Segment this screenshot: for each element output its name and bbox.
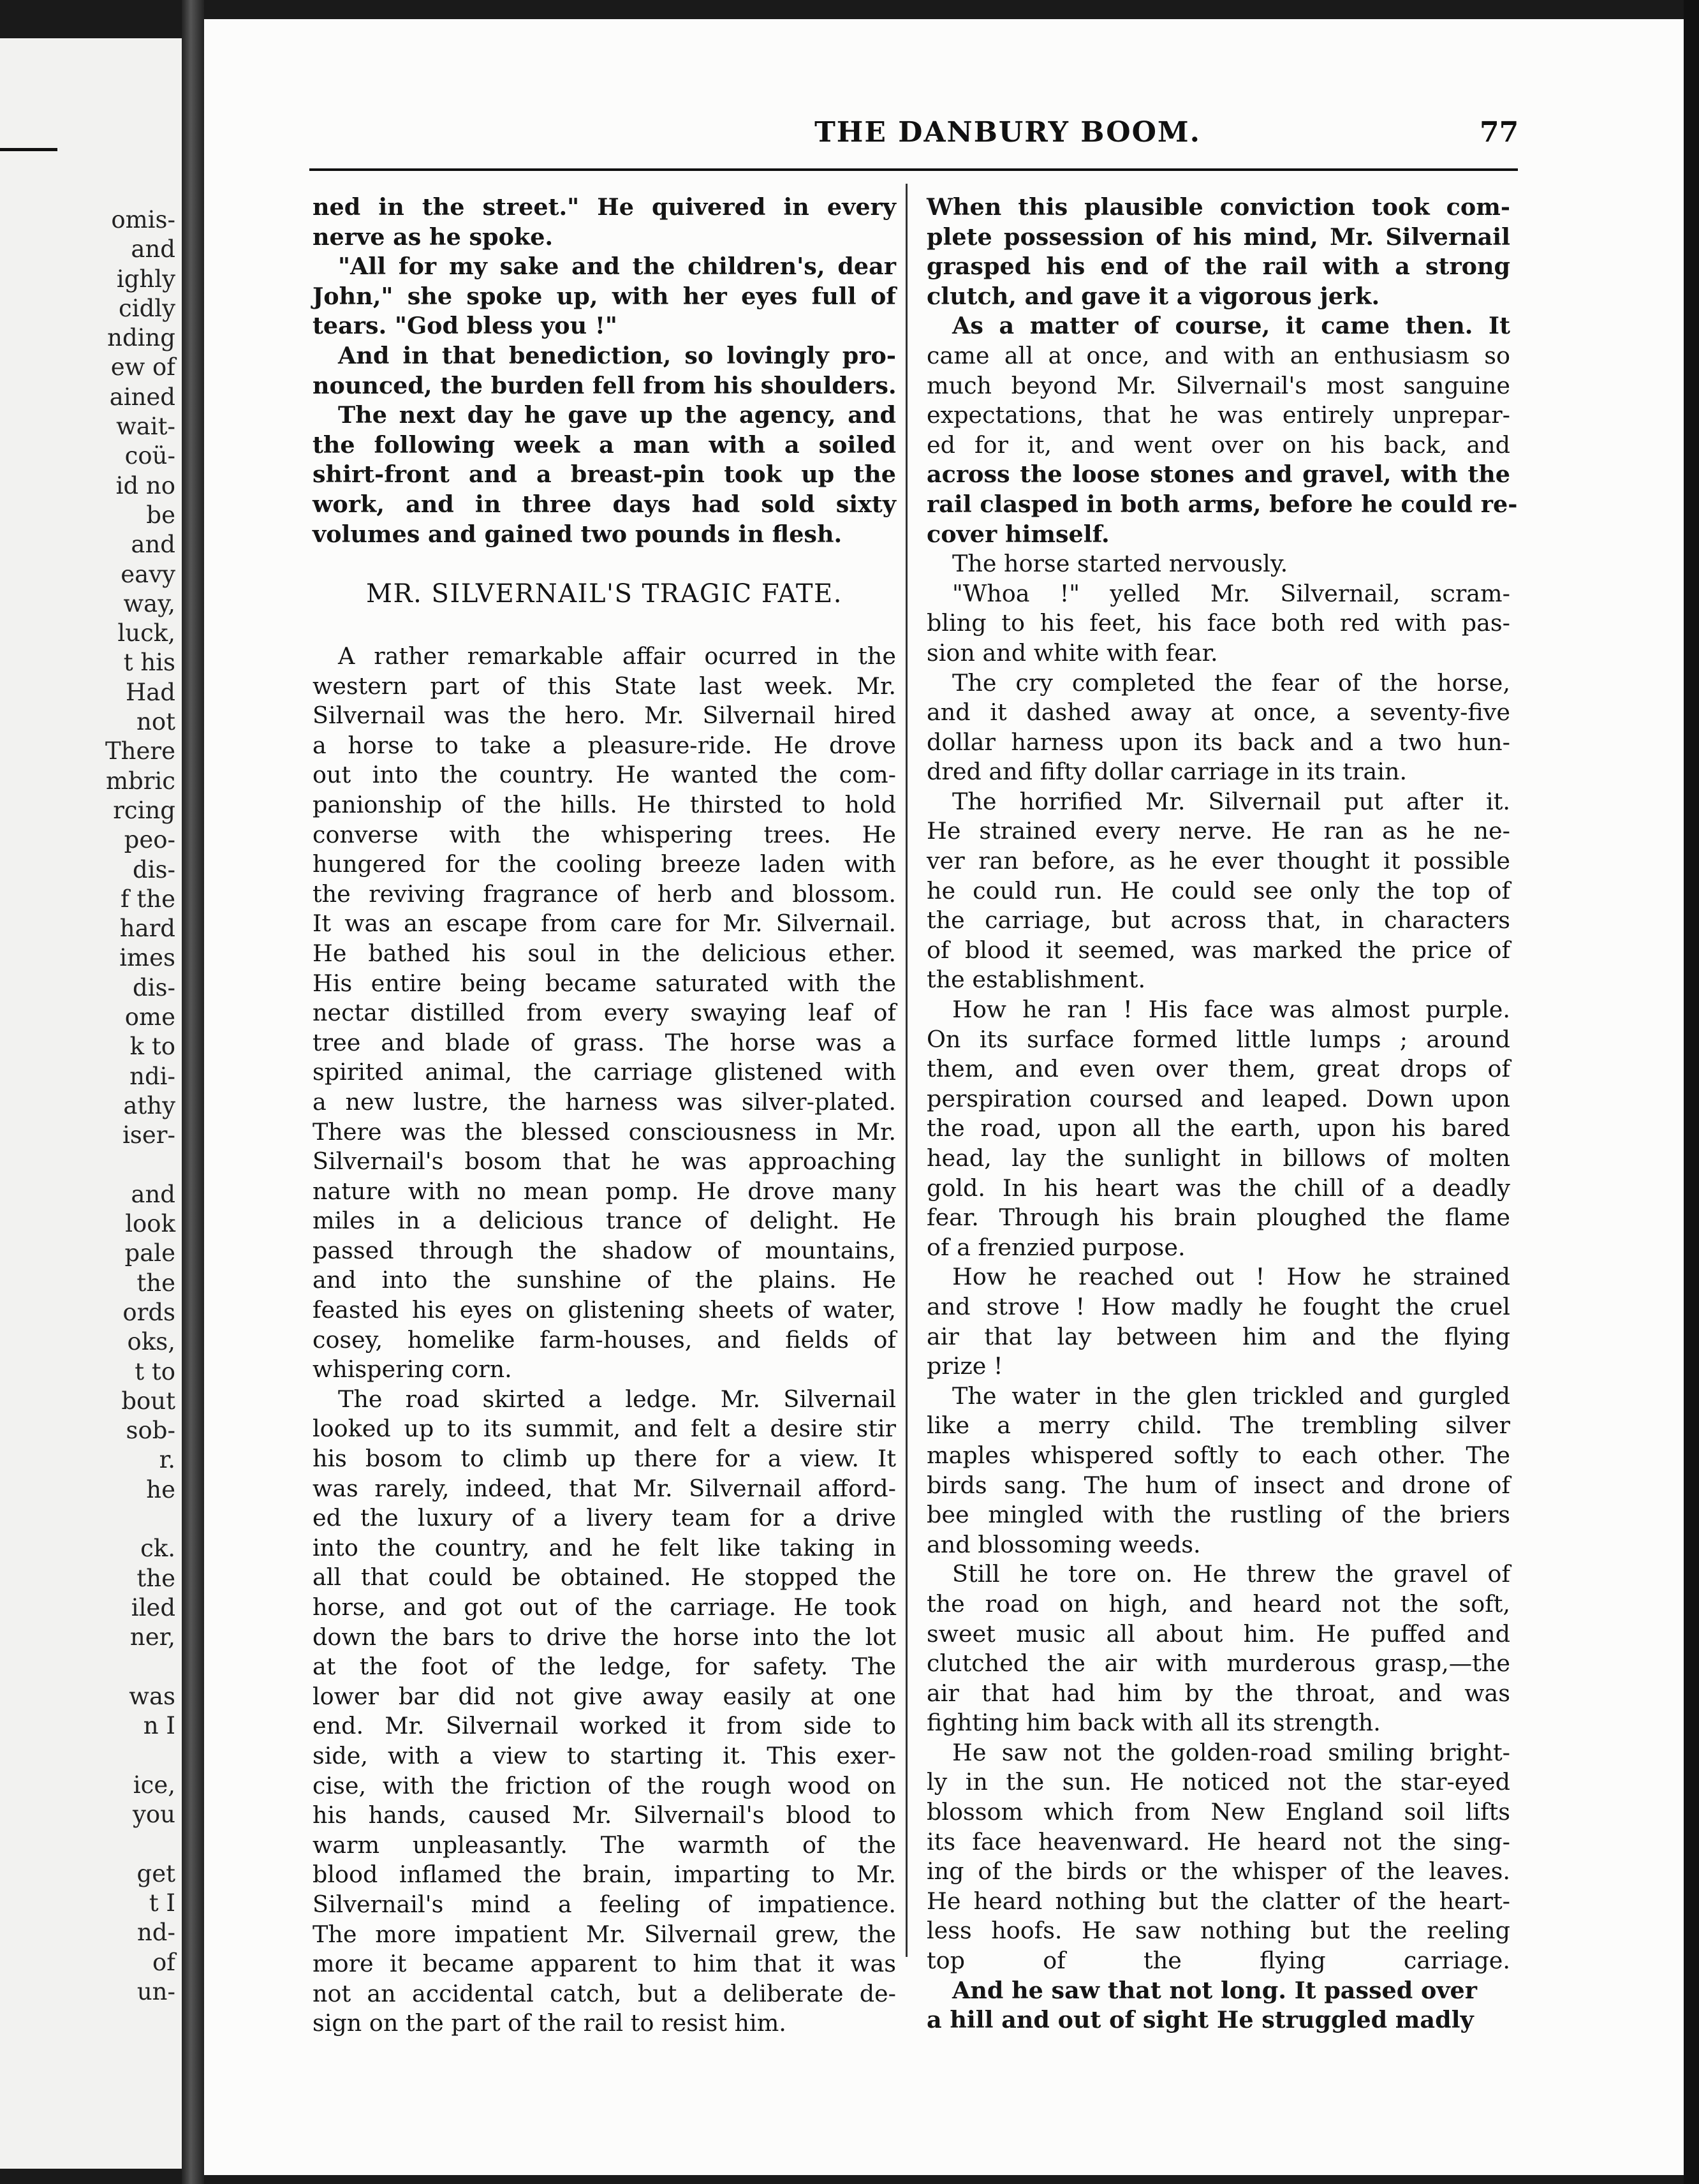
text-line: nature with no mean pomp. He drove many <box>313 1177 896 1205</box>
previous-page-fragment: the <box>136 1564 175 1592</box>
text-line: feasted his eyes on glistening sheets of water, <box>313 1296 896 1324</box>
previous-page-fragment <box>105 1505 175 1534</box>
previous-page-fragment <box>105 1829 175 1859</box>
text-line: How he reached out ! How he strained <box>952 1263 1510 1291</box>
previous-page-fragment: ice, <box>133 1771 175 1799</box>
text-line: He bathed his soul in the delicious ether. <box>313 939 896 967</box>
text-line: The cry completed the fear of the horse, <box>952 668 1510 697</box>
previous-page-fragment: hard <box>119 915 175 943</box>
text-line: clutch, and gave it a vigorous jerk. <box>927 282 1380 310</box>
text-line: The next day he gave up the agency, and <box>338 401 896 429</box>
text-line: spirited animal, the carriage glistened with <box>313 1058 896 1086</box>
text-line: "All for my sake and the children's, dear <box>338 253 896 281</box>
text-line: dollar harness upon its back and a two hun- <box>927 728 1510 756</box>
previous-page-fragment: k to <box>129 1033 175 1061</box>
text-line: Silvernail was the hero. Mr. Silvernail hired <box>313 702 896 730</box>
text-line: How he ran ! His face was almost purple. <box>952 996 1510 1024</box>
page-number: 77 <box>1480 116 1519 149</box>
previous-page-fragment: and <box>131 1180 175 1208</box>
previous-page-fragment: There <box>105 737 175 765</box>
text-line: The horse started nervously. <box>952 550 1288 578</box>
text-line: its face heavenward. He heard not the sing- <box>927 1827 1510 1856</box>
previous-page-fragment: he <box>146 1475 175 1503</box>
text-line: cover himself. <box>927 520 1110 548</box>
text-line: tree and blade of grass. The horse was a <box>313 1028 896 1056</box>
text-line: It was an escape from care for Mr. Silvernail. <box>313 910 896 938</box>
header-rule <box>309 168 1518 171</box>
previous-page-fragment: and <box>131 235 175 263</box>
previous-page-fragment: n I <box>143 1712 175 1740</box>
text-line: nerve as he spoke. <box>313 223 554 251</box>
previous-page-fragment: rcing <box>113 796 175 824</box>
previous-page-fragment: look <box>125 1210 175 1238</box>
text-line: much beyond Mr. Silvernail's most sanguine <box>927 371 1510 399</box>
previous-page-fragment: cidly <box>119 294 175 322</box>
text-line: blood inflamed the brain, imparting to Mr. <box>313 1861 896 1889</box>
text-line: sion and white with fear. <box>927 638 1218 667</box>
text-line: air that had him by the throat, and was <box>927 1679 1510 1707</box>
text-line: and into the sunshine of the plains. He <box>313 1266 896 1294</box>
previous-page-fragment: ords <box>122 1298 175 1326</box>
text-line: blossom which from New England soil lifts <box>927 1798 1510 1826</box>
previous-page-fragment: dis- <box>132 855 175 883</box>
article-heading: MR. SILVERNAIL'S TRAGIC FATE. <box>366 579 842 609</box>
text-line: and blossoming weeds. <box>927 1530 1201 1558</box>
text-line: tears. "God bless you !" <box>313 312 617 340</box>
text-line: warm unpleasantly. The warmth of the <box>313 1831 896 1859</box>
previous-page-fragment: t to <box>135 1357 175 1385</box>
text-line: work, and in three days had sold sixty <box>313 490 896 518</box>
previous-page-fragment: f the <box>120 885 175 913</box>
text-line: Silvernail's mind a feeling of impatience. <box>313 1890 896 1918</box>
text-line: plete possession of his mind, Mr. Silvernail <box>927 223 1510 251</box>
left-column-top <box>313 193 896 549</box>
text-line: On its surface formed little lumps ; around <box>927 1025 1510 1053</box>
text-line: of blood it seemed, was marked the price of <box>927 936 1510 964</box>
previous-page-fragment: peo- <box>124 826 175 854</box>
text-line: and it dashed away at once, a seventy-five <box>927 698 1510 727</box>
previous-page-fragment: ained <box>109 383 175 411</box>
text-line: perspiration coursed and leaped. Down upon <box>927 1084 1510 1112</box>
text-line: of a frenzied purpose. <box>927 1233 1186 1261</box>
text-line: volumes and gained two pounds in flesh. <box>313 520 842 548</box>
text-line: whispering corn. <box>313 1355 512 1383</box>
text-line: the establishment. <box>927 966 1146 994</box>
previous-page-fragment: Had <box>125 678 175 706</box>
previous-page-fragment: dis- <box>132 973 175 1001</box>
previous-page-fragment: ew of <box>110 353 175 381</box>
text-line: The horrified Mr. Silvernail put after it. <box>952 787 1510 815</box>
text-line: a hill and out of sight He struggled madly <box>927 2006 1474 2034</box>
text-line: nounced, the burden fell from his shoulders. <box>313 371 897 399</box>
text-line: birds sang. The hum of insect and drone of <box>927 1471 1510 1499</box>
text-line: across the loose stones and gravel, with the <box>927 461 1510 489</box>
text-line: at the foot of the ledge, for safety. The <box>313 1653 896 1681</box>
text-line: fear. Through his brain ploughed the flame <box>927 1204 1510 1232</box>
previous-page-rule <box>0 148 57 151</box>
previous-page-fragment: omis- <box>111 206 175 233</box>
text-line: converse with the whispering trees. He <box>313 820 896 848</box>
left-column-article <box>313 642 896 2039</box>
text-line: he could run. He could see only the top of <box>927 876 1510 904</box>
text-line: As a matter of course, it came then. It <box>952 312 1510 340</box>
text-line: a new lustre, the harness was silver-plated. <box>313 1088 896 1116</box>
text-line: His entire being became saturated with the <box>313 969 896 997</box>
text-line: John," she spoke up, with her eyes full of <box>313 282 896 310</box>
text-line: Still he tore on. He threw the gravel of <box>952 1560 1510 1588</box>
text-line: them, and even over them, great drops of <box>927 1055 1510 1083</box>
running-header-title: THE DANBURY BOOM. <box>814 116 1201 149</box>
previous-page-fragment: of <box>152 1948 175 1976</box>
text-line: And he saw that not long. It passed over <box>952 1976 1477 2004</box>
text-line: sweet music all about him. He puffed and <box>927 1620 1510 1648</box>
text-line: and strove ! How madly he fought the cruel <box>927 1292 1510 1320</box>
text-line: sign on the part of the rail to resist him. <box>313 2009 786 2037</box>
text-line: expectations, that he was entirely unprepar- <box>927 401 1510 429</box>
text-line: out into the country. He wanted the com- <box>313 761 896 789</box>
right-column <box>927 193 1518 2035</box>
text-line: prize ! <box>927 1352 1003 1380</box>
text-line: dred and fifty dollar carriage in its train. <box>927 758 1408 786</box>
previous-page-fragment: mbric <box>105 767 175 795</box>
previous-page-fragment <box>105 1151 175 1180</box>
text-line: gold. In his heart was the chill of a deadly <box>927 1174 1510 1202</box>
text-line: There was the blessed consciousness in Mr. <box>313 1118 896 1146</box>
previous-page-fragment: ndi- <box>129 1062 175 1090</box>
previous-page-fragment: nding <box>107 324 175 352</box>
text-line: like a merry child. The trembling silver <box>927 1412 1510 1440</box>
text-line: ly in the sun. He noticed not the star-eyed <box>927 1768 1510 1796</box>
previous-page-fragment: bout <box>121 1387 175 1415</box>
text-line: rail clasped in both arms, before he could re- <box>927 490 1518 518</box>
text-line: ver ran before, as he ever thought it possible <box>927 847 1510 875</box>
previous-page-fragment: nd- <box>136 1919 175 1947</box>
book-gutter <box>182 0 204 2184</box>
previous-page-fragment: luck, <box>117 619 175 647</box>
text-line: horse, and got out of the carriage. He took <box>313 1593 896 1621</box>
text-line: shirt-front and a breast-pin took up the <box>313 461 896 489</box>
previous-page-fragment: id no <box>115 471 175 499</box>
previous-page-fragment <box>105 1741 175 1770</box>
text-line: And in that benediction, so lovingly pro- <box>338 341 896 369</box>
text-line: The more impatient Mr. Silvernail grew, the <box>313 1920 896 1948</box>
column-divider <box>906 184 908 1957</box>
text-line: a horse to take a pleasure-ride. He drove <box>313 731 896 759</box>
text-line: his hands, caused Mr. Silvernail's blood to <box>313 1801 896 1829</box>
text-line: not an accidental catch, but a deliberate de- <box>313 1979 896 2007</box>
text-line: western part of this State last week. Mr. <box>313 672 896 700</box>
page-edge-shadow <box>1684 0 1699 2184</box>
text-line: all that could be obtained. He stopped the <box>313 1563 896 1591</box>
text-line: The road skirted a ledge. Mr. Silvernail <box>338 1385 896 1413</box>
previous-page-fragment: ner, <box>129 1623 175 1651</box>
text-line: maples whispered softly to each other. The <box>927 1441 1510 1469</box>
text-line: the carriage, but across that, in characters <box>927 906 1510 934</box>
previous-page-fragment: pale <box>124 1239 175 1267</box>
previous-page-fragment: r. <box>159 1446 175 1474</box>
text-line: looked up to its summit, and felt a desire stir <box>313 1415 896 1443</box>
text-line: miles in a delicious trance of delight. He <box>313 1207 896 1235</box>
previous-page-fragment: you <box>132 1801 175 1829</box>
text-line: was rarely, indeed, that Mr. Silvernail afford- <box>313 1474 896 1502</box>
text-line: "Whoa !" yelled Mr. Silvernail, scram- <box>952 579 1510 607</box>
text-line: the following week a man with a soiled <box>313 431 896 459</box>
previous-page-fragment: iled <box>131 1593 175 1621</box>
text-line: down the bars to drive the horse into the lot <box>313 1623 896 1651</box>
text-line: less hoofs. He saw nothing but the reeling <box>927 1917 1510 1945</box>
text-line: bling to his feet, his face both red with pas- <box>927 609 1510 637</box>
text-line: the reviving fragrance of herb and blossom. <box>313 880 896 908</box>
previous-page-fragment: coü- <box>124 442 175 470</box>
previous-page-fragment: wait- <box>116 413 175 441</box>
previous-page-fragment: ighly <box>116 265 175 293</box>
text-line: bee mingled with the rustling of the briers <box>927 1501 1510 1529</box>
text-line: the road, upon all the earth, upon his bared <box>927 1114 1510 1142</box>
text-line: top of the flying carriage. <box>927 1947 1510 1975</box>
text-line: ned in the street." He quivered in every <box>313 193 896 221</box>
text-line: He saw not the golden-road smiling bright- <box>952 1738 1510 1766</box>
text-line: clutched the air with murderous grasp,—the <box>927 1649 1510 1678</box>
text-line: more it became apparent to him that it was <box>313 1950 896 1978</box>
previous-page-fragment: un- <box>136 1977 175 2005</box>
text-line: nectar distilled from every swaying leaf of <box>313 999 896 1027</box>
text-line: ed for it, and went over on his back, and <box>927 431 1510 459</box>
previous-page-edge <box>0 38 182 2169</box>
text-line: the road on high, and heard not the soft, <box>927 1590 1510 1618</box>
previous-page-fragment: t I <box>149 1889 175 1917</box>
text-line: He heard nothing but the clatter of the heart- <box>927 1887 1510 1915</box>
previous-page-fragment: was <box>129 1682 175 1710</box>
text-line: ed the luxury of a livery team for a drive <box>313 1504 896 1532</box>
page <box>204 19 1684 2175</box>
text-line: panionship of the hills. He thirsted to hold <box>313 790 896 818</box>
text-line: ing of the birds or the whisper of the leaves. <box>927 1857 1510 1885</box>
previous-page-fragment: eavy <box>121 560 175 588</box>
text-line: end. Mr. Silvernail worked it from side to <box>313 1712 896 1740</box>
previous-page-fragment: oks, <box>127 1328 175 1356</box>
text-line: cosey, homelike farm-houses, and fields of <box>313 1325 896 1354</box>
previous-page-fragment: not <box>136 708 175 736</box>
text-line: side, with a view to starting it. This exer- <box>313 1741 896 1769</box>
previous-page-fragment: ck. <box>140 1535 175 1563</box>
previous-page-fragment: athy <box>123 1091 175 1119</box>
previous-page-text <box>105 205 175 2007</box>
previous-page-fragment: ome <box>124 1003 175 1031</box>
text-line: cise, with the friction of the rough wood on <box>313 1771 896 1799</box>
text-line: head, lay the sunlight in billows of molten <box>927 1144 1510 1172</box>
previous-page-fragment: t his <box>123 649 175 677</box>
text-line: The water in the glen trickled and gurgled <box>952 1382 1510 1410</box>
previous-page-fragment: get <box>136 1859 175 1887</box>
text-line: He strained every nerve. He ran as he ne- <box>927 817 1510 845</box>
text-line: A rather remarkable affair ocurred in the <box>338 642 896 670</box>
previous-page-fragment: sob- <box>126 1417 175 1445</box>
text-line: came all at once, and with an enthusiasm so <box>927 341 1510 369</box>
text-line: air that lay between him and the flying <box>927 1322 1510 1350</box>
text-line: When this plausible conviction took com- <box>927 193 1510 221</box>
text-line: fighting him back with all its strength. <box>927 1709 1381 1737</box>
previous-page-fragment <box>105 1653 175 1682</box>
text-line: into the country, and he felt like taking in <box>313 1533 896 1561</box>
text-line: hungered for the cooling breeze laden with <box>313 850 896 878</box>
text-line: lower bar did not give away easily at one <box>313 1682 896 1710</box>
text-line: grasped his end of the rail with a strong <box>927 253 1510 281</box>
previous-page-fragment: be <box>146 501 175 529</box>
text-line: passed through the shadow of mountains, <box>313 1236 896 1264</box>
previous-page-fragment: iser- <box>122 1121 175 1149</box>
previous-page-fragment: and <box>131 531 175 559</box>
previous-page-fragment: imes <box>119 944 175 972</box>
previous-page-fragment: way, <box>123 589 175 617</box>
text-line: Silvernail's bosom that he was approaching <box>313 1147 896 1176</box>
text-line: his bosom to climb up there for a view. It <box>313 1445 896 1473</box>
previous-page-fragment: the <box>136 1269 175 1297</box>
